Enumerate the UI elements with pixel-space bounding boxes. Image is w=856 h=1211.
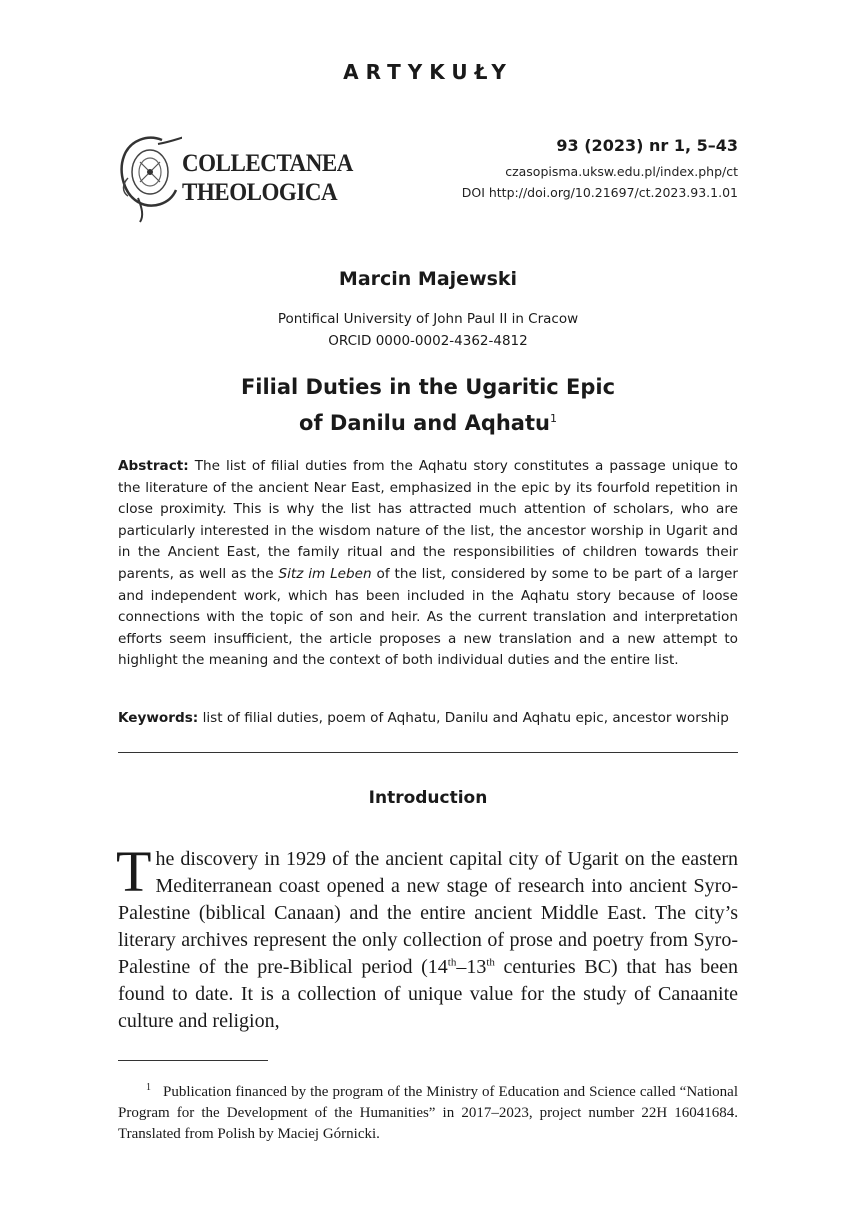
keywords bbox=[118, 708, 738, 730]
abstract-divider bbox=[118, 752, 738, 753]
affiliation: Pontifical University of John Paul II in Cracow bbox=[277, 311, 579, 327]
section-label: ARTYKUŁY bbox=[343, 60, 513, 84]
title-footnote-mark[interactable]: 1 bbox=[549, 412, 557, 425]
intro-text-2: –13 bbox=[456, 956, 487, 978]
doi-link[interactable]: DOI http://doi.org/10.21697/ct.2023.93.1.01 bbox=[461, 185, 738, 200]
issue-number: 93 (2023) nr 1, 5–43 bbox=[556, 136, 738, 155]
journal-logo bbox=[118, 132, 378, 224]
journal-info bbox=[462, 136, 738, 203]
title-line-2-text: of Danilu and Aqhatu bbox=[299, 411, 550, 435]
introduction-heading: Introduction bbox=[368, 788, 488, 808]
logo-line-1: COLLECTANEA bbox=[182, 150, 353, 177]
intro-text-3: centuries BC) that has been found to date. It is a collection of unique value for the study of Canaanite culture and religion, bbox=[118, 956, 739, 1032]
orcid[interactable]: ORCID 0000-0002-4362-4812 bbox=[328, 333, 528, 349]
footnote bbox=[118, 1077, 738, 1145]
article-title bbox=[0, 372, 856, 439]
intro-text-1: he discovery in 1929 of the ancient capital city of Ugarit on the eastern Mediterranean coast opened a new stage of research into ancient Syro-Palestine (biblical Canaan) and the entire ancient Middle East. The city’s literary archives represent the only collection of prose and poetry from Syro-Palestine of the pre-Biblical period (14 bbox=[118, 848, 738, 978]
abstract-label: Abstract: bbox=[118, 458, 189, 474]
drop-cap: T bbox=[116, 839, 152, 904]
abstract-text-2: of the list, considered by some to be part of a larger and independent work, which has been included in the Aqhatu story because of loose connections with the topic of son and heir. As the current translation and interpretation efforts seem insufficient, the article proposes a new translation and a new attempt to highlight the meaning and the context of both individual duties and the entire list. bbox=[118, 565, 738, 669]
keywords-text: list of filial duties, poem of Aqhatu, Danilu and Aqhatu epic, ancestor worship bbox=[198, 710, 729, 726]
footnote-mark: 1 bbox=[146, 1082, 151, 1093]
keywords-label: Keywords: bbox=[118, 710, 199, 726]
journal-url[interactable]: czasopisma.uksw.edu.pl/index.php/ct bbox=[505, 164, 738, 179]
logo-line-2: THEOLOGICA bbox=[182, 179, 338, 206]
author-affiliation-block bbox=[0, 308, 856, 352]
intro-sup-2: th bbox=[486, 956, 495, 969]
introduction-paragraph bbox=[116, 839, 739, 1035]
abstract bbox=[118, 456, 738, 672]
journal-emblem-icon bbox=[118, 132, 182, 224]
abstract-italic: Sitz im Leben bbox=[278, 565, 372, 582]
intro-sup-1: th bbox=[447, 956, 457, 969]
title-line-1: Filial Duties in the Ugaritic Epic bbox=[240, 375, 616, 399]
footnote-text: Publication financed by the program of the Ministry of Education and Science called “National Program for the Development of the Humanities” in 2017–2023, project number 22H 16041684. Translated from Polish by Maciej Górnicki. bbox=[118, 1084, 738, 1142]
author-name: Marcin Majewski bbox=[338, 268, 518, 290]
title-line-2 bbox=[0, 403, 856, 439]
footnote-divider bbox=[118, 1060, 268, 1061]
abstract-text-1: The list of filial duties from the Aqhatu story constitutes a passage unique to the literature of the ancient Near East, emphasized in the epic by its fourfold repetition in close proximity. This is why the list has attracted much attention of scholars, who are particularly interested in the wisdom nature of the list, the ancestor worship in Ugarit and in the Ancient East, the family ritual and the responsibilities of children towards their parents, as well as the bbox=[118, 458, 738, 582]
